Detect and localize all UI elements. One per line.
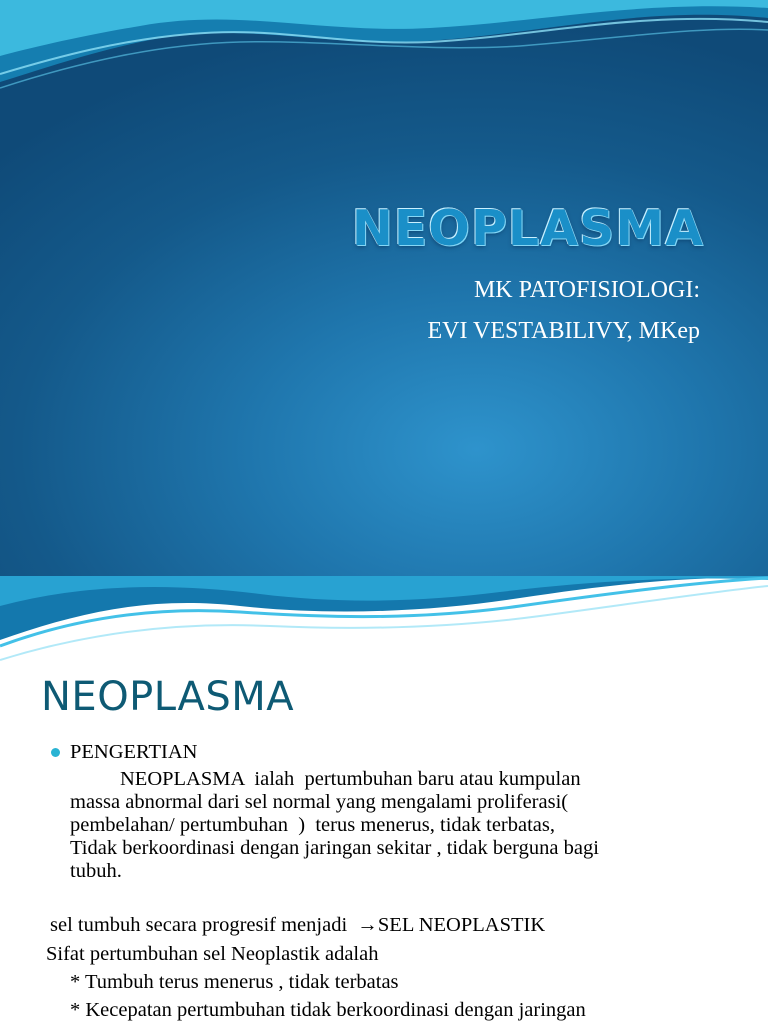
bullet-heading: PENGERTIAN: [70, 741, 198, 763]
nature-line: Sifat pertumbuhan sel Neoplastik adalah: [46, 943, 379, 965]
content-slide: [0, 576, 768, 1024]
title-slide-heading: NEOPLASMA: [351, 200, 704, 257]
nature-item: * Kecepatan pertumbuhan tidak berkoordinasi dengan jaringan: [70, 999, 586, 1021]
nature-item: * Tumbuh terus menerus , tidak terbatas: [70, 971, 399, 993]
course-subtitle: MK PATOFISIOLOGI:: [473, 277, 700, 303]
definition-line: Tidak berkoordinasi dengan jaringan sekitar , tidak berguna bagi: [70, 837, 599, 859]
definition-line: tubuh.: [70, 860, 122, 882]
definition-line: NEOPLASMA ialah pertumbuhan baru atau kumpulan: [120, 768, 581, 790]
content-slide-title: NEOPLASMA: [41, 674, 295, 720]
progressive-line: sel tumbuh secara progresif menjadi →SEL NEOPLASTIK: [50, 914, 546, 936]
definition-line: pembelahan/ pertumbuhan ) terus menerus, tidak terbatas,: [70, 814, 556, 836]
content-top-wave-decoration: [0, 576, 768, 666]
bullet-icon: [51, 748, 60, 757]
author-subtitle: EVI VESTABILIVY, MKep: [427, 318, 700, 344]
definition-line: massa abnormal dari sel normal yang mengalami proliferasi(: [70, 791, 569, 813]
